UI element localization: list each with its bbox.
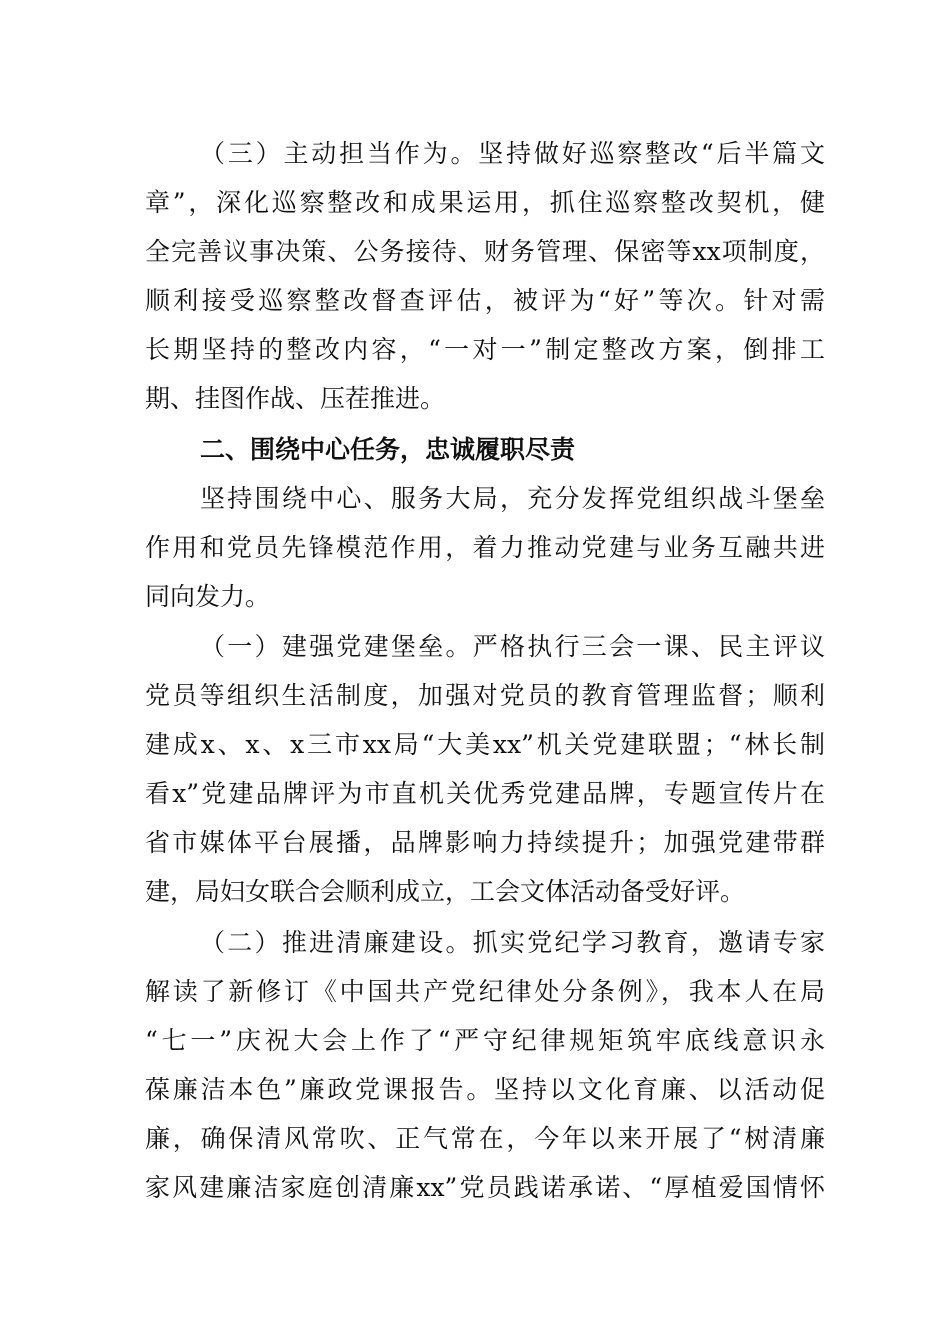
section-heading: 二、围绕中心任务，忠诚履职尽责 <box>200 435 576 464</box>
paragraph-line: 全完善议事决策、公务接待、财务管理、保密等xx项制度， <box>145 237 825 266</box>
paragraph-line: 顺利接受巡察整改督查评估，被评为“好”等次。针对需 <box>145 286 825 315</box>
paragraph-line: 廉，确保清风常吹、正气常在，今年以来开展了“树清廉 <box>145 1124 825 1153</box>
paragraph-line: 家风建廉洁家庭创清廉xx”党员践诺承诺、“厚植爱国情怀 <box>145 1173 825 1202</box>
paragraph-line: 章”，深化巡察整改和成果运用，抓住巡察整改契机，健 <box>145 188 825 217</box>
paragraph-line: 党员等组织生活制度，加强对党员的教育管理监督；顺利 <box>145 681 825 710</box>
paragraph-line: 解读了新修订《中国共产党纪律处分条例》，我本人在局 <box>145 977 825 1006</box>
paragraph-line: 长期坚持的整改内容，“一对一”制定整改方案，倒排工 <box>145 335 825 364</box>
paragraph-line: （三）主动担当作为。坚持做好巡察整改“后半篇文 <box>200 139 825 168</box>
paragraph-line: （一）建强党建堡垒。严格执行三会一课、民主评议 <box>200 632 825 661</box>
paragraph-line: 同向发力。 <box>145 582 271 611</box>
paragraph-line: 建，局妇女联合会顺利成立，工会文体活动备受好评。 <box>145 877 746 906</box>
paragraph-line: 省市媒体平台展播，品牌影响力持续提升；加强党建带群 <box>145 828 825 857</box>
paragraph-line: “七一”庆祝大会上作了“严守纪律规矩筑牢底线意识永 <box>145 1026 825 1055</box>
paragraph-line: 期、挂图作战、压茬推进。 <box>145 384 446 413</box>
paragraph-line: （二）推进清廉建设。抓实党纪学习教育，邀请专家 <box>200 928 825 957</box>
paragraph-line: 建成x、x、x三市xx局“大美xx”机关党建联盟；“林长制 <box>145 730 825 759</box>
paragraph-line: 作用和党员先锋模范作用，着力推动党建与业务互融共进 <box>145 533 825 562</box>
paragraph-line: 坚持围绕中心、服务大局，充分发挥党组织战斗堡垒 <box>200 484 825 513</box>
paragraph-line: 看x”党建品牌评为市直机关优秀党建品牌，专题宣传片在 <box>145 779 825 808</box>
paragraph-line: 葆廉洁本色”廉政党课报告。坚持以文化育廉、以活动促 <box>145 1075 825 1104</box>
